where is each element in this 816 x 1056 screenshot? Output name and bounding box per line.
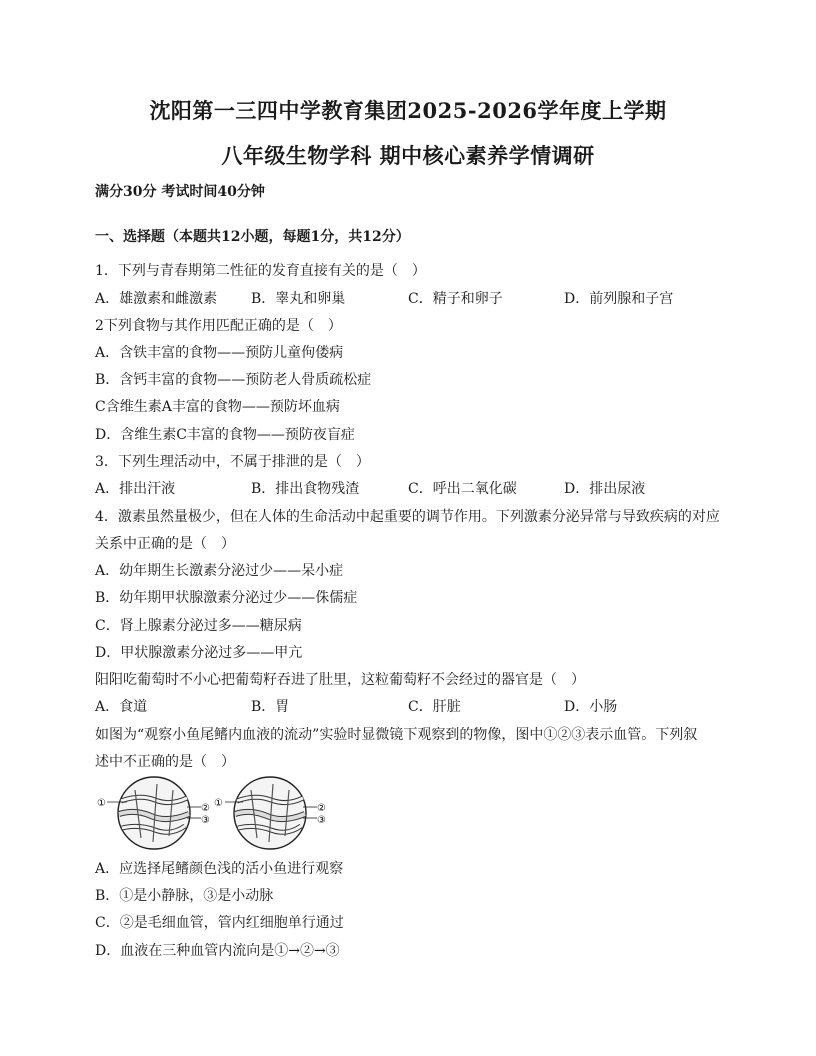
q5-option-c: C．肝脏	[408, 699, 461, 715]
q3-option-a: A．排出汗液	[95, 481, 176, 497]
q2-option-c: C含维生素A丰富的食物——预防坏血病	[95, 399, 340, 415]
figure-label-2-right: ②	[317, 803, 326, 814]
microscope-field-left	[97, 777, 210, 849]
q1-option-a: A．雄激素和雌激素	[95, 291, 218, 307]
q6-option-d: D．血液在三种血管内流向是①→②→③	[95, 943, 340, 959]
q4-option-d: D．甲状腺激素分泌过多——甲亢	[95, 645, 303, 661]
microscope-field-right	[214, 777, 326, 849]
question-4-stem-line2: 关系中正确的是（ ）	[95, 536, 235, 552]
q3-option-b: B．排出食物残渣	[251, 481, 360, 497]
q2-option-a: A．含铁丰富的食物——预防儿童佝偻病	[95, 345, 344, 361]
q2-option-b: B．含钙丰富的食物——预防老人骨质疏松症	[95, 372, 372, 388]
q3-option-d: D．排出尿液	[564, 481, 646, 497]
exam-title-line2: 八年级生物学科 期中核心素养学情调研	[221, 143, 595, 168]
q2-option-d: D．含维生素C丰富的食物——预防夜盲症	[95, 427, 355, 443]
figure-label-1: ①	[97, 798, 106, 809]
q4-option-a: A．幼年期生长激素分泌过少——呆小症	[95, 563, 344, 579]
section-heading: 一、选择题（本题共12小题，每题1分，共12分）	[95, 229, 410, 245]
figure-label-1-right: ①	[214, 798, 223, 809]
question-5-stem: 阳阳吃葡萄时不小心把葡萄籽吞进了肚里，这粒葡萄籽不会经过的器官是（ ）	[95, 672, 585, 688]
figure-label-2: ②	[201, 803, 210, 814]
q5-option-d: D．小肠	[564, 699, 618, 715]
q5-option-a: A．食道	[95, 699, 148, 715]
q6-option-c: C．②是毛细血管，管内红细胞单行通过	[95, 915, 344, 931]
q5-option-b: B．胃	[251, 699, 290, 715]
q1-option-d: D．前列腺和子宫	[564, 291, 674, 307]
q1-option-b: B．睾丸和卵巢	[251, 291, 346, 307]
q1-option-c: C．精子和卵子	[408, 291, 503, 307]
microscope-view-illustration	[95, 776, 335, 852]
exam-title-line1: 沈阳第一三四中学教育集团2025-2026学年度上学期	[149, 98, 667, 123]
question-2-stem: 2下列食物与其作用匹配正确的是（ ）	[95, 318, 342, 334]
fish-tail-blood-flow-figure	[95, 776, 335, 852]
q6-option-b: B．①是小静脉，③是小动脉	[95, 888, 274, 904]
question-6-stem-line1: 如图为“观察小鱼尾鳍内血液的流动”实验时显微镜下观察到的物像，图中①②③表示血管。下列叙	[95, 727, 698, 743]
figure-label-3: ③	[201, 815, 210, 826]
q6-option-a: A．应选择尾鳍颜色浅的活小鱼进行观察	[95, 861, 344, 877]
question-4-stem-line1: 4．激素虽然量极少，但在人体的生命活动中起重要的调节作用。下列激素分泌异常与导致疾病的对应	[95, 509, 720, 525]
question-3-stem: 3．下列生理活动中，不属于排泄的是（ ）	[95, 454, 370, 470]
q3-option-c: C．呼出二氧化碳	[408, 481, 517, 497]
question-1-stem: 1．下列与青春期第二性征的发育直接有关的是（ ）	[95, 263, 426, 279]
figure-label-3-right: ③	[317, 815, 326, 826]
q4-option-b: B．幼年期甲状腺激素分泌过少——侏儒症	[95, 590, 358, 606]
exam-meta: 满分30分 考试时间40分钟	[95, 184, 265, 200]
question-6-stem-line2: 述中不正确的是（ ）	[95, 754, 235, 770]
q4-option-c: C．肾上腺素分泌过多——糖尿病	[95, 618, 302, 634]
